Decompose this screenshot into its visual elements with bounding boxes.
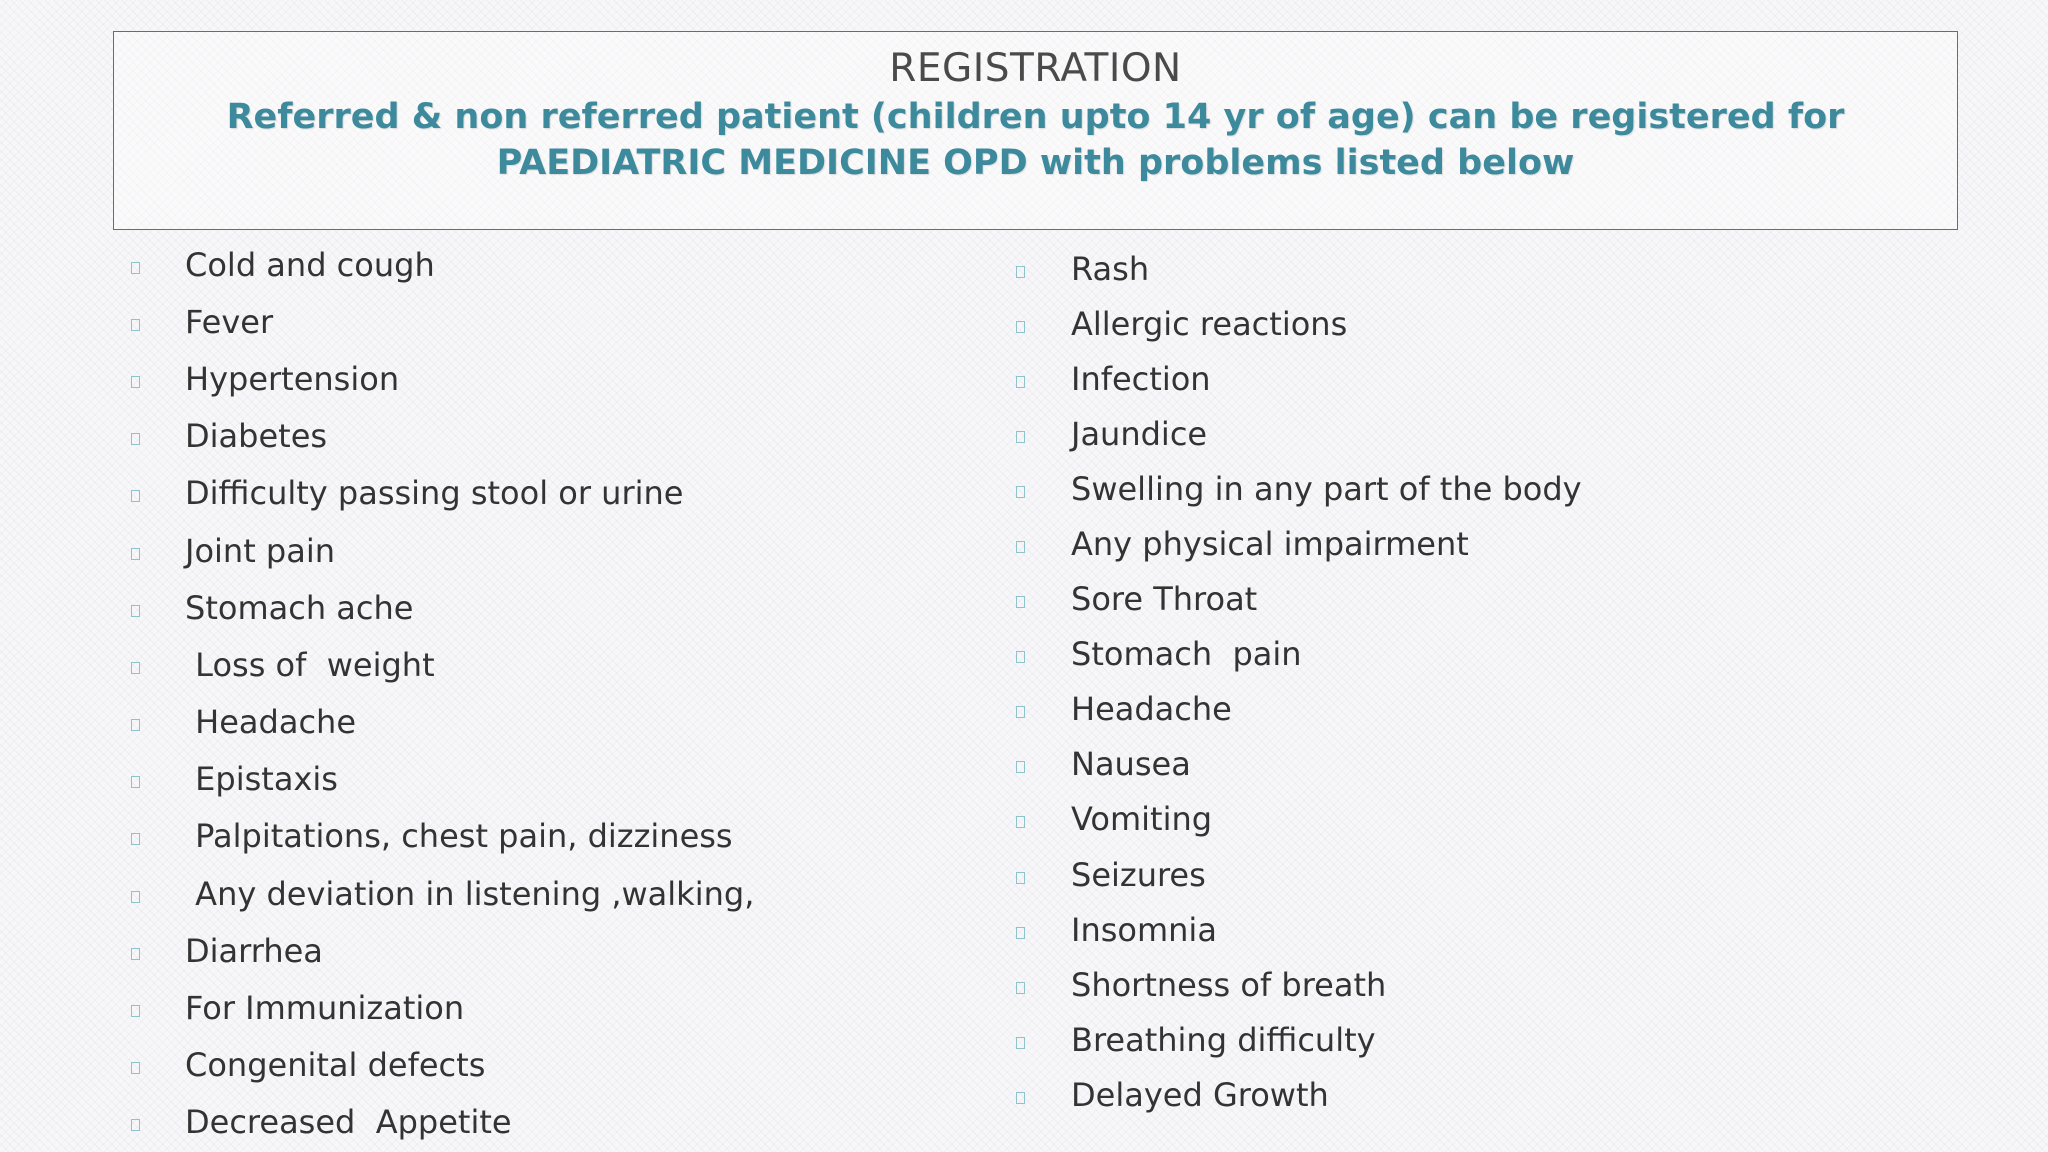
list-item-label: Epistaxis bbox=[185, 760, 338, 799]
square-bullet-icon bbox=[1016, 266, 1025, 278]
square-bullet-icon bbox=[131, 1005, 140, 1017]
square-bullet-icon bbox=[1016, 927, 1025, 939]
square-bullet-icon bbox=[131, 605, 140, 617]
list-item bbox=[1016, 682, 1916, 737]
list-item-label: Headache bbox=[185, 703, 357, 742]
list-item-label: Loss of weight bbox=[185, 645, 435, 684]
list-item bbox=[131, 522, 981, 579]
list-item-label: Fever bbox=[185, 302, 274, 341]
list-item-label: For Immunization bbox=[185, 989, 465, 1028]
list-item-label: Rash bbox=[1071, 249, 1150, 288]
list-item bbox=[1016, 461, 1916, 516]
list-item-label: Palpitations, chest pain, dizziness bbox=[185, 817, 733, 856]
square-bullet-icon bbox=[1016, 1037, 1025, 1049]
square-bullet-icon bbox=[1016, 596, 1025, 608]
list-item bbox=[131, 636, 981, 693]
list-item bbox=[131, 694, 981, 751]
list-item bbox=[1016, 1067, 1916, 1122]
list-item bbox=[1016, 241, 1916, 296]
list-item bbox=[1016, 847, 1916, 902]
list-item bbox=[131, 1037, 981, 1094]
list-item bbox=[131, 865, 981, 922]
header-box bbox=[113, 31, 1958, 230]
square-bullet-icon bbox=[131, 262, 140, 274]
list-item-label: Hypertension bbox=[185, 359, 400, 398]
list-item-label: Breathing difficulty bbox=[1071, 1020, 1376, 1059]
square-bullet-icon bbox=[131, 490, 140, 502]
square-bullet-icon bbox=[131, 662, 140, 674]
list-item-label: Joint pain bbox=[185, 531, 335, 570]
list-item-label: Congenital defects bbox=[185, 1046, 486, 1085]
square-bullet-icon bbox=[1016, 321, 1025, 333]
list-item-label: Decreased Appetite bbox=[185, 1103, 512, 1142]
square-bullet-icon bbox=[131, 719, 140, 731]
square-bullet-icon bbox=[1016, 872, 1025, 884]
page-title: REGISTRATION bbox=[889, 46, 1182, 91]
square-bullet-icon bbox=[1016, 486, 1025, 498]
square-bullet-icon bbox=[1016, 982, 1025, 994]
square-bullet-icon bbox=[1016, 376, 1025, 388]
square-bullet-icon bbox=[1016, 431, 1025, 443]
list-item-label: Seizures bbox=[1071, 855, 1206, 894]
list-item-label: Sore Throat bbox=[1071, 580, 1258, 619]
square-bullet-icon bbox=[131, 433, 140, 445]
list-item bbox=[1016, 1012, 1916, 1067]
list-item bbox=[1016, 902, 1916, 957]
square-bullet-icon bbox=[131, 376, 140, 388]
list-item bbox=[1016, 351, 1916, 406]
list-item-label: Swelling in any part of the body bbox=[1071, 469, 1582, 508]
list-item-label: Difficulty passing stool or urine bbox=[185, 474, 684, 513]
list-item-label: Shortness of breath bbox=[1071, 965, 1387, 1004]
list-item bbox=[131, 1094, 981, 1151]
list-item-label: Diabetes bbox=[185, 417, 328, 456]
list-item-label: Jaundice bbox=[1071, 414, 1208, 453]
square-bullet-icon bbox=[1016, 651, 1025, 663]
list-item bbox=[131, 350, 981, 407]
list-item bbox=[1016, 296, 1916, 351]
list-item bbox=[131, 465, 981, 522]
square-bullet-icon bbox=[131, 776, 140, 788]
subtitle: Referred & non referred patient (children upto 14 yr of age) can be registered for PAEDIATRIC MEDICINE OPD with problems listed below bbox=[226, 97, 1845, 183]
problem-list-left bbox=[131, 236, 981, 1151]
list-item bbox=[131, 979, 981, 1036]
list-item bbox=[1016, 572, 1916, 627]
square-bullet-icon bbox=[131, 948, 140, 960]
list-item bbox=[131, 579, 981, 636]
list-item bbox=[1016, 737, 1916, 792]
list-item-label: Any deviation in listening ,walking, bbox=[185, 874, 755, 913]
list-item-label: Headache bbox=[1071, 690, 1232, 729]
problem-list-right bbox=[1016, 241, 1916, 1123]
list-item-label: Stomach pain bbox=[1071, 635, 1302, 674]
list-item-label: Delayed Growth bbox=[1071, 1075, 1329, 1114]
list-item-label: Cold and cough bbox=[185, 245, 435, 284]
list-item bbox=[1016, 406, 1916, 461]
square-bullet-icon bbox=[131, 548, 140, 560]
list-item-label: Allergic reactions bbox=[1071, 304, 1348, 343]
list-item-label: Insomnia bbox=[1071, 910, 1217, 949]
list-item bbox=[1016, 957, 1916, 1012]
list-item-label: Any physical impairment bbox=[1071, 525, 1469, 564]
list-item bbox=[131, 408, 981, 465]
square-bullet-icon bbox=[1016, 706, 1025, 718]
list-item bbox=[1016, 516, 1916, 571]
square-bullet-icon bbox=[1016, 761, 1025, 773]
list-item bbox=[131, 236, 981, 293]
square-bullet-icon bbox=[131, 1062, 140, 1074]
square-bullet-icon bbox=[131, 319, 140, 331]
list-item bbox=[1016, 627, 1916, 682]
list-item-label: Infection bbox=[1071, 359, 1211, 398]
list-item-label: Nausea bbox=[1071, 745, 1191, 784]
list-item bbox=[131, 808, 981, 865]
list-item bbox=[131, 922, 981, 979]
square-bullet-icon bbox=[1016, 1092, 1025, 1104]
list-item-label: Vomiting bbox=[1071, 800, 1213, 839]
square-bullet-icon bbox=[131, 1119, 140, 1131]
list-item-label: Diarrhea bbox=[185, 931, 323, 970]
square-bullet-icon bbox=[131, 833, 140, 845]
square-bullet-icon bbox=[1016, 816, 1025, 828]
list-item bbox=[131, 293, 981, 350]
square-bullet-icon bbox=[131, 891, 140, 903]
list-item bbox=[131, 751, 981, 808]
square-bullet-icon bbox=[1016, 541, 1025, 553]
list-item-label: Stomach ache bbox=[185, 588, 414, 627]
list-item bbox=[1016, 792, 1916, 847]
